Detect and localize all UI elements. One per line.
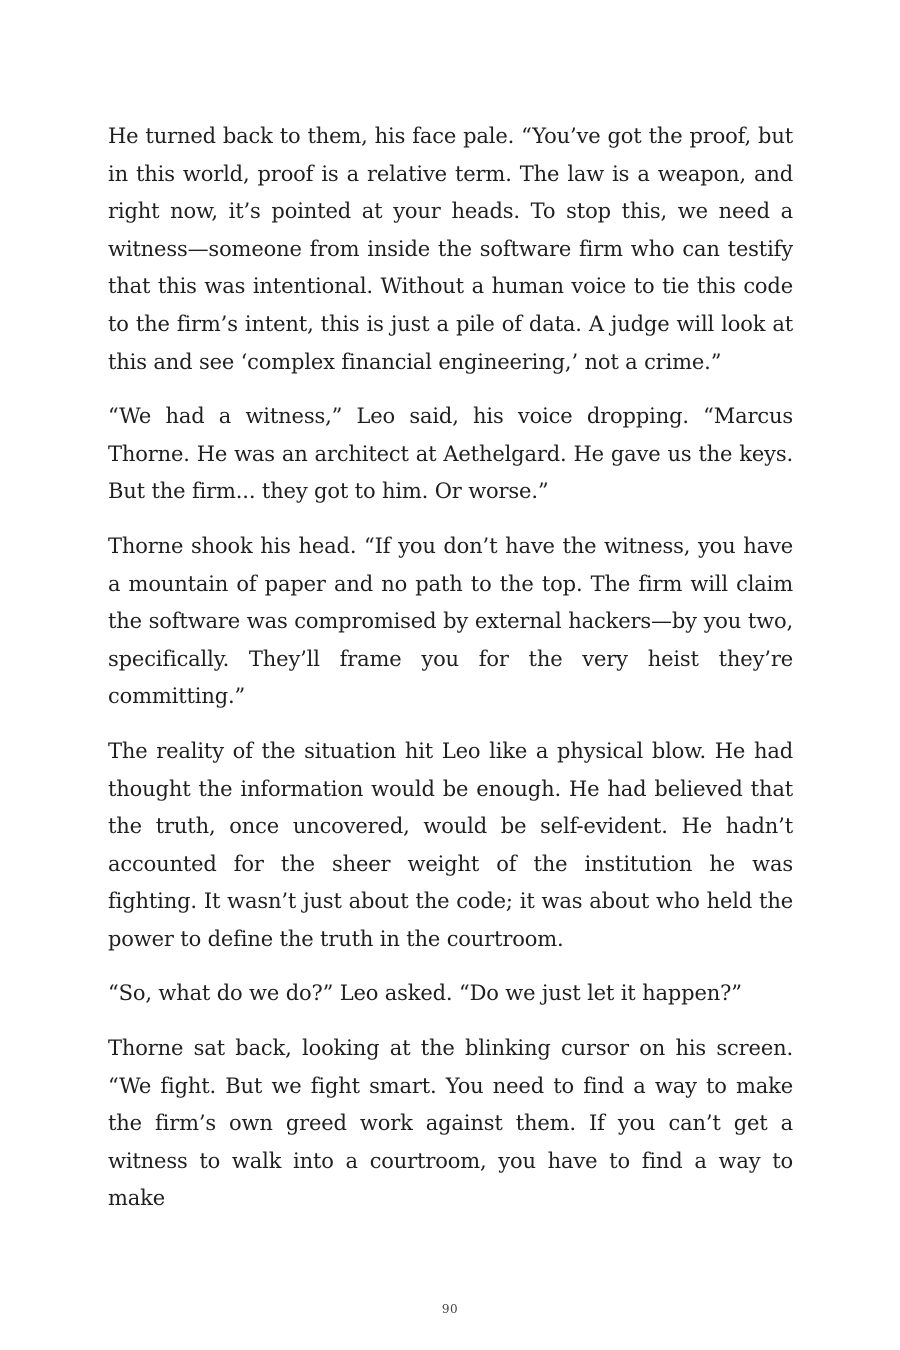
paragraph-6: Thorne sat back, looking at the blinking cursor on his screen. “We fight. But we fight smart. You need to find a way to make the firm’s own greed work against them. If you can’t get a witness to walk into a courtroom, you have to find a way to make — [108, 1036, 793, 1211]
page-number: 90 — [441, 1302, 459, 1316]
paragraph-1: He turned back to them, his face pale. “You’ve got the proof, but in this world, proof is a relative term. The law is a weapon, and right now, it’s pointed at your heads. To stop this, we need a witness—someone from inside the software firm who can testify that this was intentional. Without a human voice to tie this code to the firm’s intent, this is just a pile of data. A judge will look at this and see ‘complex financial engineering,’ not a crime.” — [108, 124, 793, 374]
paragraph-5: “So, what do we do?” Leo asked. “Do we just let it happen?” — [108, 981, 742, 1006]
paragraph-2: “We had a witness,” Leo said, his voice dropping. “Marcus Thorne. He was an architect at Aethelgard. He gave us the keys. But the firm... they got to him. Or worse.” — [108, 404, 793, 504]
page-body — [108, 118, 793, 1235]
paragraph-3: Thorne shook his head. “If you don’t have the witness, you have a mountain of paper and no path to the top. The firm will claim the software was compromised by external hackers—by you two, specifically. They’ll frame you for the very heist they’re committing.” — [108, 533, 793, 709]
paragraph-4: The reality of the situation hit Leo like a physical blow. He had thought the information would be enough. He had believed that the truth, once uncovered, would be self-evident. He hadn’t accounted for the sheer weight of the institution he was fighting. It wasn’t just about the code; it was about who held the power to define the truth in the courtroom. — [108, 738, 793, 951]
